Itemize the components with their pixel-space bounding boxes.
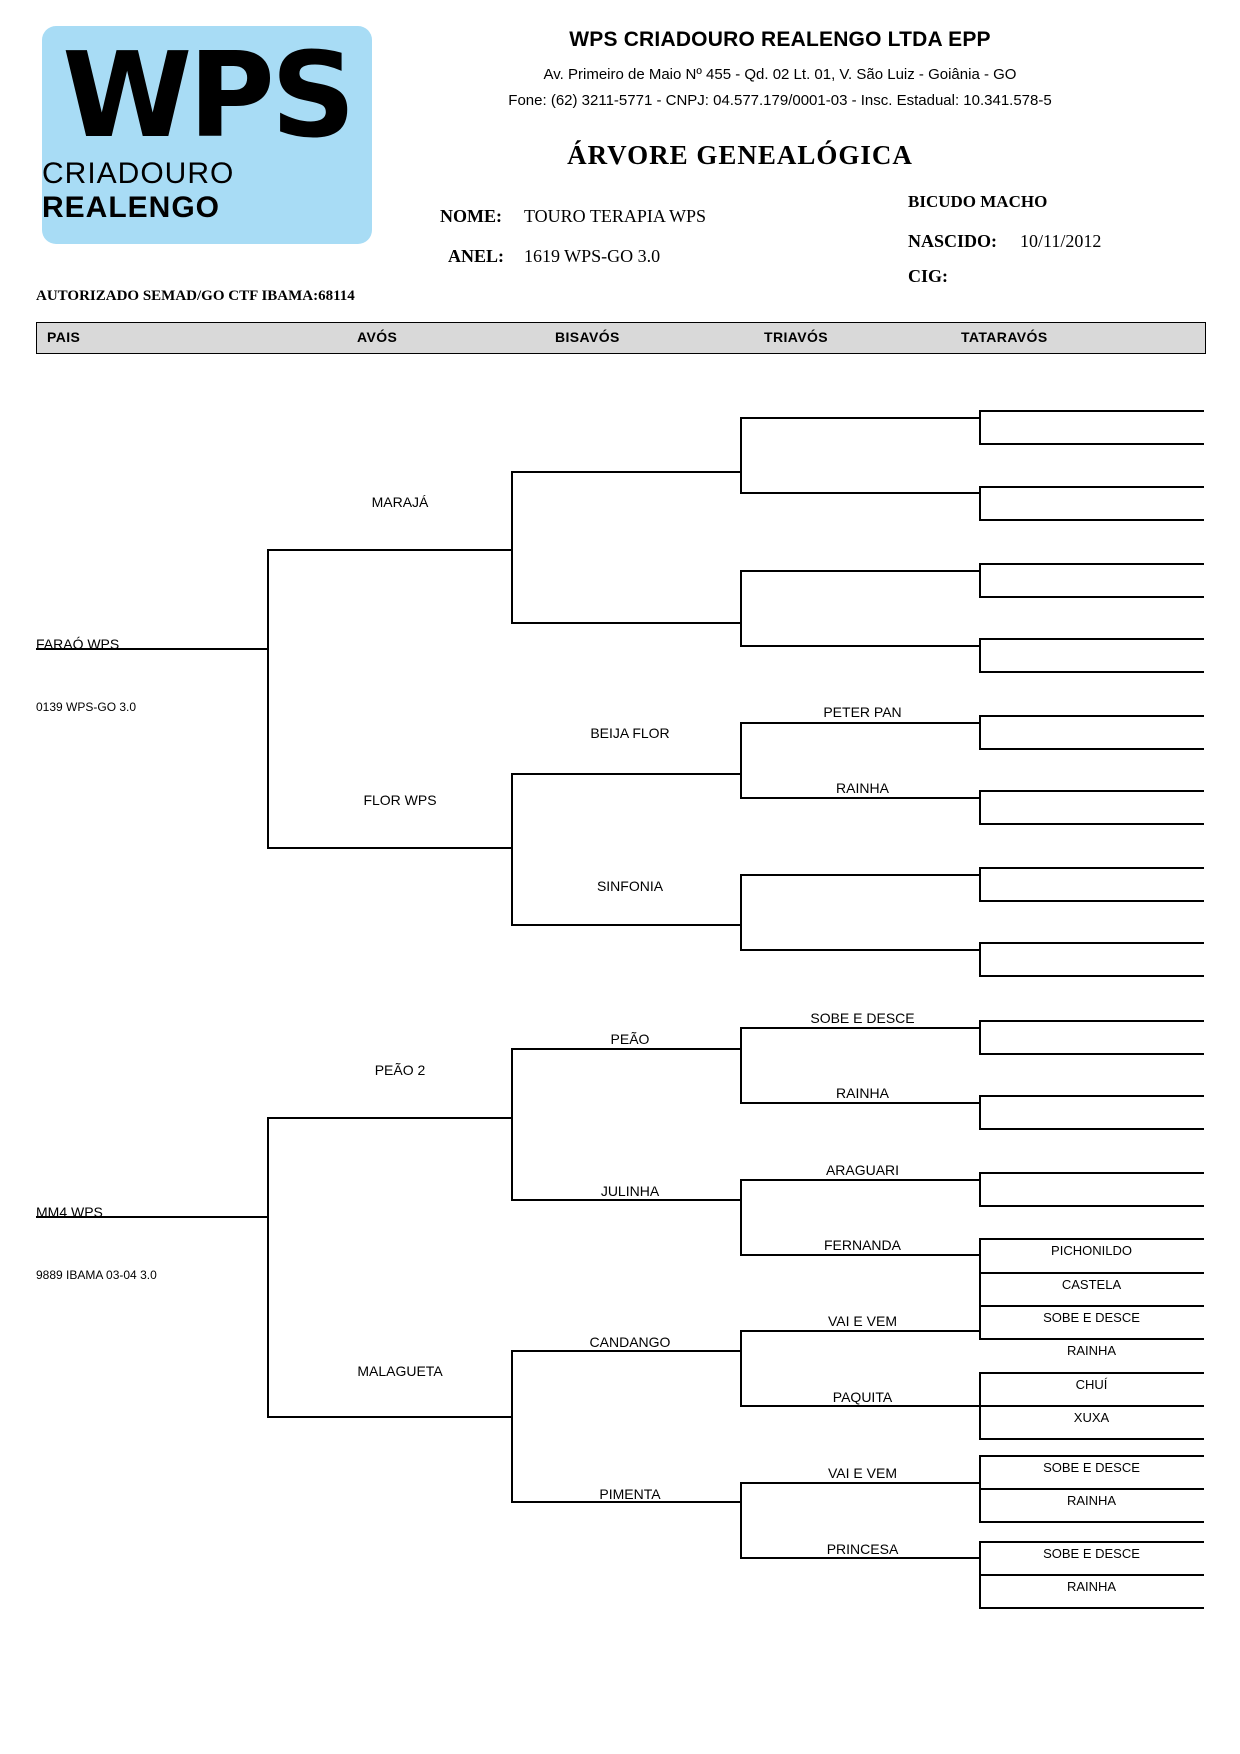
ggg-6-top	[979, 790, 1204, 792]
column-header-triavos: TRIAVÓS	[764, 329, 828, 345]
line-to-maraja	[267, 549, 512, 551]
label-anel: ANEL:	[448, 246, 505, 266]
line-to-malagueta	[267, 1416, 512, 1418]
ggg-2-left	[979, 486, 981, 520]
ggg-2-bottom	[979, 519, 1204, 521]
value-anel: 1619 WPS-GO 3.0	[524, 246, 661, 266]
node-ggp-5: PEÃO	[610, 1031, 650, 1047]
line-malagueta-upper	[511, 1350, 741, 1352]
ggg-18-top	[979, 1488, 1204, 1490]
line-gg3-upper	[740, 722, 980, 724]
line-gg2-lower	[740, 645, 980, 647]
node-ggp-7: CANDANGO	[589, 1334, 671, 1350]
node-ggggp-29: SOBE E DESCE	[1043, 1546, 1140, 1561]
line-gg2-vertical	[740, 570, 742, 646]
line-flor-vertical	[511, 773, 513, 925]
ggg-4-top	[979, 638, 1204, 640]
node-mother-name: MM4 WPS	[36, 1204, 103, 1220]
node-ggggp-30: RAINHA	[1066, 1579, 1117, 1594]
ggg-5-top	[979, 715, 1204, 717]
ggg-15-top	[979, 1372, 1204, 1374]
ggg-11-top	[979, 1172, 1204, 1174]
line-gg8-vertical	[740, 1482, 742, 1558]
line-malagueta-vertical	[511, 1350, 513, 1502]
line-gg6-upper	[740, 1179, 980, 1181]
logo-text-wps: WPS	[62, 25, 352, 164]
ggg-14-top	[979, 1305, 1204, 1307]
ggg-5-bottom	[979, 748, 1204, 750]
node-ggggp-26: XUXA	[1073, 1410, 1110, 1425]
ggg-1-left	[979, 410, 981, 444]
ggg-14-bottom	[979, 1338, 1204, 1340]
line-mother-vertical	[267, 1117, 269, 1416]
value-nascido: 10/11/2012	[1020, 231, 1102, 251]
line-maraja-vertical	[511, 471, 513, 623]
line-peao2-upper	[511, 1048, 741, 1050]
node-father-ring: 0139 WPS-GO 3.0	[36, 700, 137, 714]
ggg-2-top	[979, 486, 1204, 488]
ggg-1-top	[979, 410, 1204, 412]
line-gg5-upper	[740, 1027, 980, 1029]
line-gg8-upper	[740, 1482, 980, 1484]
node-gggp-10: RAINHA	[836, 1085, 889, 1101]
ggg-19-top	[979, 1541, 1204, 1543]
company-address-line1: Av. Primeiro de Maio Nº 455 - Qd. 02 Lt. 01, V. São Luiz - Goiânia - GO	[543, 66, 1017, 83]
line-gg4-upper	[740, 874, 980, 876]
node-ggggp-27: SOBE E DESCE	[1043, 1460, 1140, 1475]
node-grandparent-2: FLOR WPS	[363, 792, 437, 808]
ggg-11-bottom	[979, 1205, 1204, 1207]
node-ggggp-22: CASTELA	[1061, 1277, 1122, 1292]
node-gggp-14: PAQUITA	[832, 1389, 893, 1405]
ggg-17-top	[979, 1455, 1204, 1457]
node-gggp-12: FERNANDA	[823, 1237, 901, 1253]
ggg-4-bottom	[979, 671, 1204, 673]
node-ggp-6: JULINHA	[600, 1183, 660, 1199]
ggg-6-bottom	[979, 823, 1204, 825]
node-gggp-6: RAINHA	[836, 780, 889, 796]
node-gggp-11: ARAGUARI	[825, 1162, 900, 1178]
line-gg1-upper	[740, 417, 980, 419]
node-ggggp-25: CHUÍ	[1075, 1377, 1108, 1392]
node-ggp-8: PIMENTA	[599, 1486, 661, 1502]
column-header-bisavos: BISAVÓS	[555, 329, 620, 345]
node-gggp-16: PRINCESA	[826, 1541, 899, 1557]
logo-subtitle-bold: REALENGO	[42, 191, 221, 225]
company-address-line2: Fone: (62) 3211-5771 - CNPJ: 04.577.179/0001-03 - Insc. Estadual: 10.341.578-5	[508, 92, 1052, 109]
ggg-12-top	[979, 1238, 1204, 1240]
line-father-vertical	[267, 549, 269, 848]
value-species-sex: BICUDO MACHO	[908, 192, 1048, 211]
column-header-bar	[36, 322, 1206, 354]
line-gg3-vertical	[740, 722, 742, 798]
node-gggp-13: VAI E VEM	[828, 1313, 897, 1329]
node-grandparent-3: PEÃO 2	[374, 1062, 426, 1078]
line-gg7-vertical	[740, 1330, 742, 1406]
line-gg7-upper	[740, 1330, 980, 1332]
line-peao2-lower	[511, 1199, 741, 1201]
ggg-8-top	[979, 942, 1204, 944]
ggg-4-left	[979, 638, 981, 672]
line-gg7-lower	[740, 1405, 980, 1407]
line-gg6-lower	[740, 1254, 980, 1256]
node-mother-ring: 9889 IBAMA 03-04 3.0	[36, 1268, 157, 1282]
ggg-16-top	[979, 1405, 1204, 1407]
ggg-8-left	[979, 942, 981, 976]
ggg-10-top	[979, 1095, 1204, 1097]
company-name: WPS CRIADOURO REALENGO LTDA EPP	[569, 28, 991, 51]
node-gggp-15: VAI E VEM	[828, 1465, 897, 1481]
line-gg8-lower	[740, 1557, 980, 1559]
node-grandparent-1: MARAJÁ	[371, 494, 429, 510]
node-father-name: FARAÓ WPS	[36, 636, 120, 652]
ggg-3-bottom	[979, 596, 1204, 598]
document-title: ÁRVORE GENEALÓGICA	[567, 140, 913, 170]
node-ggggp-23: SOBE E DESCE	[1043, 1310, 1140, 1325]
ggg-7-top	[979, 867, 1204, 869]
logo-text-subtitle	[42, 157, 372, 225]
ggg-3-top	[979, 563, 1204, 565]
line-gg4-lower	[740, 949, 980, 951]
ggg-20-bottom	[979, 1607, 1204, 1609]
ggg-18-bottom	[979, 1521, 1204, 1523]
column-header-pais: PAIS	[47, 329, 81, 345]
node-ggggp-28: RAINHA	[1066, 1493, 1117, 1508]
line-flor-lower	[511, 924, 741, 926]
line-gg5-vertical	[740, 1027, 742, 1103]
node-grandparent-4: MALAGUETA	[357, 1363, 443, 1379]
label-nascido: NASCIDO:	[908, 231, 998, 251]
ggg-20-top	[979, 1574, 1204, 1576]
line-gg3-lower	[740, 797, 980, 799]
line-maraja-upper	[511, 471, 741, 473]
column-header-tataravos: TATARAVÓS	[961, 329, 1048, 345]
ggg-1-bottom	[979, 443, 1204, 445]
ggg-10-bottom	[979, 1128, 1204, 1130]
line-gg5-lower	[740, 1102, 980, 1104]
line-gg2-upper	[740, 570, 980, 572]
ggg-8-bottom	[979, 975, 1204, 977]
line-gg1-vertical	[740, 417, 742, 493]
ggg-16-bottom	[979, 1438, 1204, 1440]
line-flor-upper	[511, 773, 741, 775]
ggg-13-top	[979, 1272, 1204, 1274]
line-gg1-lower	[740, 492, 980, 494]
label-nome: NOME:	[440, 206, 502, 226]
column-header-avos: AVÓS	[357, 329, 398, 345]
logo-subtitle-light: CRIADOURO	[42, 157, 235, 191]
line-to-peao2	[267, 1117, 512, 1119]
node-ggp-3: BEIJA FLOR	[590, 725, 670, 741]
line-to-flor-wps	[267, 847, 512, 849]
ggg-9-bottom	[979, 1053, 1204, 1055]
line-gg6-vertical	[740, 1179, 742, 1255]
ggg-7-left	[979, 867, 981, 901]
value-nome: TOURO TERAPIA WPS	[524, 206, 707, 226]
node-gggp-9: SOBE E DESCE	[810, 1010, 915, 1026]
label-cig: CIG:	[908, 266, 948, 286]
line-peao2-vertical	[511, 1048, 513, 1200]
company-logo	[42, 26, 372, 244]
node-ggggp-24: RAINHA	[1066, 1343, 1117, 1358]
line-gg4-vertical	[740, 874, 742, 950]
line-maraja-lower	[511, 622, 741, 624]
ggg-7-bottom	[979, 900, 1204, 902]
authorization-text: AUTORIZADO SEMAD/GO CTF IBAMA:68114	[36, 288, 355, 304]
ggg-5-left	[979, 715, 981, 749]
ggg-9-top	[979, 1020, 1204, 1022]
node-ggp-4: SINFONIA	[596, 878, 664, 894]
node-gggp-5: PETER PAN	[823, 704, 902, 720]
node-ggggp-21: PICHONILDO	[1051, 1243, 1132, 1258]
ggg-3-left	[979, 563, 981, 597]
